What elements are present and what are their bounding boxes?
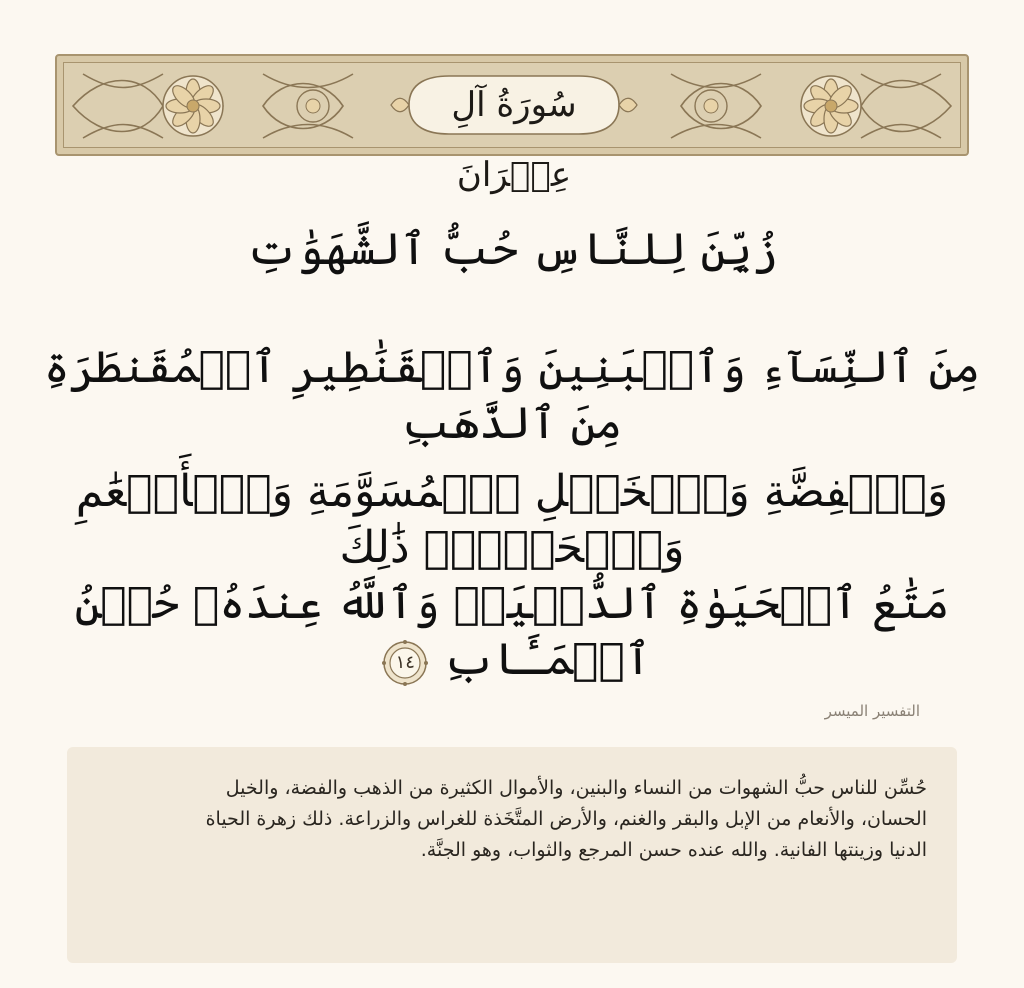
tafsir-text: حُسِّن للناس حبُّ الشهوات من النساء والبنين، والأموال الكثيرة من الذهب والفضة، والخيل الحسان، والأنعام من الإبل والبقر والغنم، والأرض المتَّخَذة للغراس والزراعة. ذلك زهرة الحياة الدنيا وزينتها الفانية. والله عنده حسن المرجع والثواب، وهو الجنَّة. — [205, 777, 927, 861]
verse-line-2: مِنَ ٱلنِّسَآءِ وَٱلۡبَنِينَ وَٱلۡقَنَٰطِيرِ ٱلۡمُقَنطَرَةِ مِنَ ٱلذَّهَبِ — [43, 342, 981, 449]
verse-line-1: زُيِّنَ لِلنَّاسِ حُبُّ ٱلشَّهَوَٰتِ — [246, 224, 778, 275]
verse-line-4 — [40, 576, 984, 688]
tafsir-box — [67, 747, 957, 963]
arabesque-ornament-right — [661, 62, 961, 150]
rosette-icon — [163, 76, 223, 136]
verse-line-3: وَٱلۡفِضَّةِ وَٱلۡخَيۡلِ ٱلۡمُسَوَّمَةِ وَٱلۡأَنۡعَٰمِ وَٱلۡحَرۡثِۗ ذَٰلِكَ — [75, 466, 949, 573]
tafsir-label: التفسير الميسر — [824, 702, 920, 720]
surah-title: سُورَةُ آلِ عِمۡرَانَ — [451, 85, 577, 195]
rosette-icon — [801, 76, 861, 136]
verse-line-4-text: مَتَٰعُ ٱلۡحَيَوٰةِ ٱلدُّنۡيَاۖ وَٱللَّهُ عِندَهُۥ حُسۡنُ ٱلۡمَـَٔابِ — [74, 578, 950, 685]
surah-header-banner — [55, 54, 969, 195]
arabesque-ornament-left — [63, 62, 363, 150]
ayah-number-marker — [381, 639, 429, 687]
ayah-number: ١٤ — [395, 651, 415, 673]
